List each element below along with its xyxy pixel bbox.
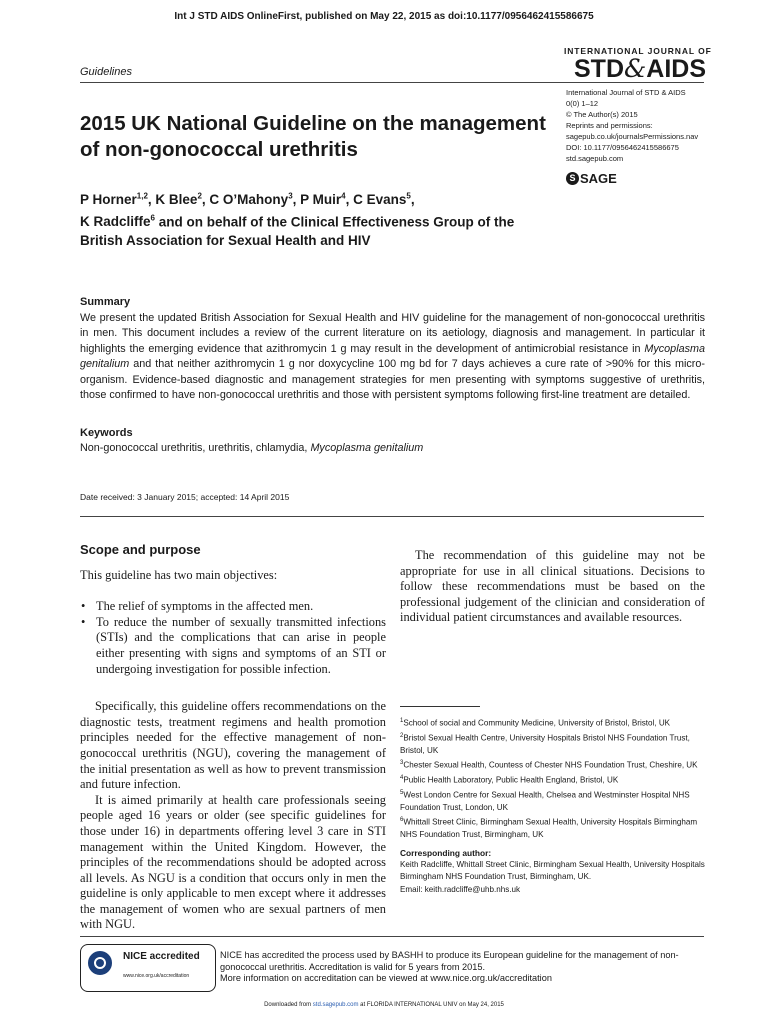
journal-info-line: 0(0) 1–12 — [566, 99, 599, 108]
list-item: • The relief of symptoms in the affected men. — [81, 599, 314, 614]
author: C O’Mahony$^3$, — [209, 191, 301, 207]
affiliation: $^3$Chester Sexual Health, Countess of Chester NHS Foundation Trust, Cheshire, UK — [400, 759, 698, 770]
journal-logo — [564, 46, 712, 83]
body-paragraph: It is aimed primarily at health care professionals seeing people aged 16 years or older (see specific guidelines for those under 16) in departments offering level 3 care in STI management within the United Kingdom. However, the principles of the recommendations should be adopted across all levels. As NGU is a condition that occurs only in men the guideline is only applicable to men except where it addresses the management of women who are sexual partners of men with NGU. — [80, 792, 386, 932]
body-paragraph: Specifically, this guideline offers recommendations on the diagnostic tests, treatment regimens and health promotion principles needed for the effective management of non-gonococcal urethritis (NGU), covering the management of the initial presentation as well as how to prevent transmission and future infection. — [80, 699, 386, 792]
nice-logo-dot — [96, 959, 104, 967]
journal-logo-main — [564, 56, 706, 82]
keywords-heading: Keywords — [80, 426, 133, 439]
scope-heading: Scope and purpose — [80, 542, 201, 557]
scope-intro: This guideline has two main objectives: — [80, 567, 278, 582]
journal-info-line[interactable]: sagepub.co.uk/journalsPermissions.nav — [566, 132, 699, 141]
author: K Radcliffe$^6$ — [80, 213, 155, 229]
abstract — [80, 295, 705, 457]
author: K Blee$^2$, — [155, 191, 210, 207]
nice-text-1: NICE has accredited the process used by BASHH to produce its European guideline for the management of non-gonococcal urethritis. Accreditation is valid for 5 years from 2015. — [220, 950, 679, 972]
corresponding-email[interactable]: Email: keith.radcliffe@uhb.nhs.uk — [400, 884, 521, 894]
corresponding-text: Keith Radcliffe, Whittall Street Clinic, Birmingham Sexual Health, University Hospitals Birmingham NHS Foundation Trust, Birmingham, UK. — [400, 860, 705, 882]
affiliation: $^5$West London Centre for Sexual Health, Chelsea and Westminster Hospital NHS Foundation Trust, London, UK — [400, 789, 690, 812]
right-column-paragraph — [400, 548, 705, 626]
journal-info-line: International Journal of STD & AIDS — [566, 88, 686, 97]
author: P Horner$^{1,2}$, — [80, 191, 156, 207]
body-paragraph: The recommendation of this guideline may not be appropriate for use in all clinical situations. Decisions to follow these recommendations must be based on the professional judgement of the clinician and consideration of individual patient circumstances and available resources. — [400, 548, 705, 625]
journal-info-line: © The Author(s) 2015 — [566, 110, 638, 119]
journal-info-line[interactable]: std.sagepub.com — [566, 154, 624, 163]
journal-logo-std: STD — [574, 55, 624, 83]
sage-logo-text: SAGE — [580, 171, 617, 186]
journal-logo-aids: AIDS — [646, 55, 706, 83]
section-tag: Guidelines — [80, 66, 132, 78]
keywords-text: Non-gonococcal urethritis, urethritis, chlamydia, Mycoplasma genitalium — [80, 442, 424, 454]
journal-logo-amp: & — [624, 54, 647, 83]
abstract-rule — [80, 516, 704, 517]
nice-text-2[interactable]: More information on accreditation can be viewed at www.nice.org.uk/accreditation — [220, 973, 552, 983]
affiliations — [400, 715, 705, 896]
article-title: 2015 UK National Guideline on the management of non-gonococcal urethritis — [80, 112, 546, 161]
nice-accredited-badge — [80, 944, 216, 992]
author: P Muir$^4$, — [300, 191, 354, 207]
sage-logo — [566, 171, 617, 186]
summary-heading: Summary — [80, 296, 131, 308]
footer-link[interactable]: std.sagepub.com — [312, 1002, 359, 1008]
affiliation: $^4$Public Health Laboratory, Public Health England, Bristol, UK — [400, 774, 619, 785]
bullet-icon: • — [81, 614, 86, 629]
sage-circle-icon: S — [566, 172, 579, 185]
affiliation-rule — [400, 706, 480, 707]
objectives-list — [80, 599, 386, 677]
download-footer: Downloaded from std.sagepub.com at FLORIDA INTERNATIONAL UNIV on May 24, 2015 — [264, 1002, 504, 1008]
nice-url: www.nice.org.uk/accreditation — [123, 973, 190, 979]
author-list — [80, 186, 550, 250]
affiliation: $^1$School of social and Community Medicine, University of Bristol, Bristol, UK — [400, 718, 671, 728]
journal-info-line: DOI: 10.1177/0956462415586675 — [566, 143, 679, 152]
left-column — [80, 542, 386, 933]
summary-text: We present the updated British Association for Sexual Health and HIV guideline for the management of non-gonococcal urethritis in men. This document includes a review of the current literature on its aetiology, diagnosis and management. In particular it highlights the emerging evidence that azithromycin 1 g may result in the development of antimicrobial resistance in Mycoplasma genitalium and that neither azithromycin 1 g nor doxycycline 100 mg bd for 7 days achieves a cure rate of >90% for this micro-organism. Evidence-based diagnostic and management strategies for men presenting with symptoms suggestive of urethritis, those confirmed to have non-gonococcal urethritis and those with persistent symptoms following first-line treatment are detailed. — [80, 311, 705, 401]
nice-rule — [80, 936, 704, 937]
nice-label: NICE accredited — [123, 951, 200, 962]
journal-info — [566, 87, 698, 164]
bullet-icon: • — [81, 599, 86, 614]
author: C Evans$^5$, — [353, 191, 415, 207]
nice-statement — [220, 950, 710, 985]
affiliation: $^6$Whittall Street Clinic, Birmingham Sexual Health, University Hospitals Birmingham NHS Foundation Trust, Birmingham, UK — [400, 816, 698, 839]
date-received: Date received: 3 January 2015; accepted: 14 April 2015 — [80, 492, 290, 502]
affiliation: $^2$Bristol Sexual Health Centre, University Hospitals Bristol NHS Foundation Trust, Bristol, UK — [400, 732, 690, 755]
journal-info-line: Reprints and permissions: — [566, 121, 653, 130]
online-first-banner: Int J STD AIDS OnlineFirst, published on May 22, 2015 as doi:10.1177/0956462415586675 — [174, 11, 594, 22]
journal-logo-top: INTERNATIONAL JOURNAL OF — [564, 46, 712, 56]
corresponding-heading: Corresponding author: — [400, 847, 492, 858]
list-item: • To reduce the number of sexually transmitted infections (STIs) and the complications that can arise in people either presenting with signs and symptoms of an STI or undergoing investigation for possible infection. — [81, 614, 386, 676]
authors-tail: and on behalf of the Clinical Effectiveness Group of the British Association for Sexual Health and HIV — [80, 214, 515, 248]
